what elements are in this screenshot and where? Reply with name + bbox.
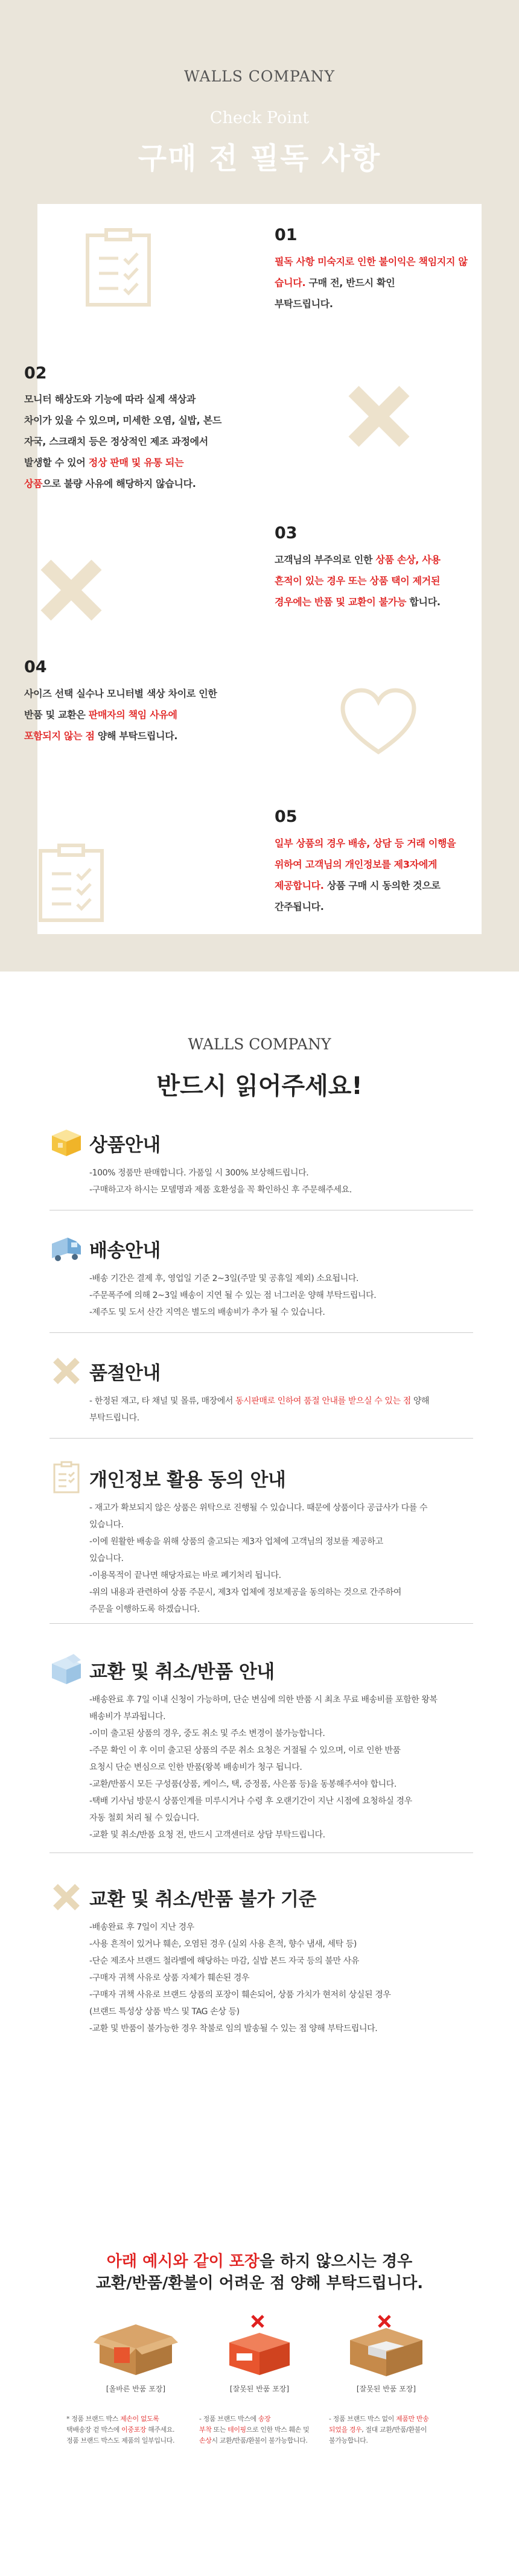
- check-point-card: [24, 204, 482, 934]
- info-line: 있습니다.: [89, 1554, 124, 1563]
- x-mark-icon: [345, 383, 413, 450]
- package-desc-2: - 정품 브랜드 박스에 송장 부착 또는 테이핑으로 인한 박스 훼손 및 손상시 교환/반품/환불이 불가능합니다.: [199, 2415, 310, 2444]
- info-line: (브랜드 특성상 상품 박스 및 TAG 손상 등): [89, 2007, 240, 2017]
- info-line: -위의 내용과 관련하여 상품 주문시, 제3자 업체에 정보제공을 동의하는 것으로 간주하여: [89, 1588, 402, 1597]
- x-icon: [49, 1353, 83, 1387]
- shipping-info-block: [49, 1228, 473, 1321]
- info-line: - 한정된 재고, 타 채널 및 몰류, 매장에서 동시판매로 인하여 품절 안내를 받으실 수 있는 점 양해: [89, 1396, 430, 1406]
- brand-name: WALLS COMPANY: [184, 68, 335, 85]
- clipboard-check-icon: [84, 228, 152, 307]
- info-line: 있습니다.: [89, 1520, 124, 1530]
- item-number-05: 05: [275, 807, 298, 826]
- brand-name-2: WALLS COMPANY: [188, 1035, 331, 1053]
- info-line: -구매자 귀책 사유로 상품 자체가 훼손된 경우: [89, 1973, 250, 1983]
- item-text-02: 모니터 해상도와 기능에 따라 실제 색상과 차이가 있을 수 있으며, 미세한 오염, 실밥, 본드 자국, 스크래치 등은 정상적인 제조 과정에서 발생할 수 있어 정상 판매 및 유통 되는 상품으로 불량 사유에 해당하지 않습니다.: [24, 393, 222, 489]
- info-line: -사용 흔적이 있거나 훼손, 오염된 경우 (실외 사용 흔적, 향수 냄새, 세탁 등): [89, 1939, 357, 1949]
- info-line: -교환/반품시 모든 구성품(상품, 케이스, 택, 증정품, 사은품 등)을 동봉해주셔야 합니다.: [89, 1779, 396, 1789]
- info-line: -배송완료 후 7일이 지난 경우: [89, 1922, 194, 1932]
- block-title: 교환 및 취소/반품 안내: [89, 1661, 275, 1683]
- info-line: -주문 확인 이 후 이미 출고된 상품의 주문 취소 요청은 거절될 수 있으며, 이로 인한 반품: [89, 1746, 401, 1755]
- block-title: 배송안내: [89, 1240, 161, 1262]
- info-line: -제주도 및 도서 산간 지역은 별도의 배송비가 추가 될 수 있습니다.: [89, 1308, 325, 1317]
- heart-icon: [339, 687, 418, 758]
- check-point-subtitle: Check Point: [209, 109, 310, 127]
- notice-title: 반드시 읽어주세요!: [156, 1072, 363, 1100]
- check-point-section: [0, 0, 519, 972]
- divider: [49, 1332, 473, 1333]
- notice-section: [0, 972, 519, 2576]
- info-line: 자동 철회 처리 될 수 있습니다.: [89, 1813, 199, 1823]
- info-line: 부탁드립니다.: [89, 1413, 139, 1423]
- info-line: -택배 기사님 방문시 상품인계를 미루시거나 수령 후 오랜기간이 지난 시점에 요청하실 경우: [89, 1796, 412, 1806]
- wrong-package-box-icon-2: [344, 2312, 428, 2379]
- truck-icon: [49, 1230, 83, 1264]
- divider: [49, 1438, 473, 1439]
- info-line: -교환 및 취소/반품 요청 전, 반드시 고객센터로 상담 부탁드립니다.: [89, 1830, 325, 1840]
- box-icon-2: [49, 1652, 83, 1685]
- divider: [49, 1623, 473, 1624]
- info-line: -100% 정품만 판매합니다. 가품일 시 300% 보상해드립니다.: [89, 1168, 309, 1178]
- info-line: -구매하고자 하시는 모델명과 제품 호환성을 꼭 확인하신 후 주문해주세요.: [89, 1185, 352, 1195]
- package-label-1: [올바른 반품 포장]: [106, 2385, 166, 2393]
- exchange-info-block: [49, 1649, 473, 1843]
- package-label-2: [잘못된 반품 포장]: [229, 2385, 290, 2393]
- package-desc-1: * 정품 브랜드 박스 제손이 없도록 택배송장 겉 박스에 이중포장 해주세요. 정품 브랜드 박스도 제품의 일부입니다.: [66, 2415, 175, 2444]
- info-line: 주문을 이행하도록 하겠습니다.: [89, 1604, 200, 1614]
- box-icon: [49, 1125, 83, 1159]
- item-text-04: 사이즈 선택 실수나 모니터별 색상 차이로 인한 반품 및 교환은 판매자의 책임 사유에 포함되지 않는 점 양해 부탁드립니다.: [24, 688, 217, 742]
- info-line: -이에 원활한 배송을 위해 상품의 출고되는 제3자 업체에 고객님의 정보를 제공하고: [89, 1537, 383, 1547]
- item-number-04: 04: [24, 658, 47, 676]
- block-title: 품절안내: [89, 1363, 161, 1384]
- x-mark-icon-2: [37, 556, 105, 624]
- item-number-03: 03: [275, 524, 298, 542]
- package-desc-3: - 정품 브랜드 박스 없이 제품만 반송 되었을 경우, 절대 교환/반품/환불이 불가능합니다.: [329, 2415, 429, 2444]
- item-text-01: 필독 사항 미숙지로 인한 불이익은 책임지지 않습니다. 구매 전, 반드시 확인 부탁드립니다.: [275, 256, 468, 310]
- wrong-package-box-icon: [217, 2312, 302, 2379]
- info-line: 요청시 단순 변심으로 인한 반품(왕복 배송비가 청구 됩니다.: [89, 1763, 302, 1772]
- info-line: -단순 제조사 브랜드 철라벨에 해당하는 마감, 실밥 본드 자국 등의 불만 사유: [89, 1956, 359, 1966]
- packaging-headline: 아래 예시와 같이 포장을 하지 않으시는 경우 교환/반품/환불이 어려운 점 양해 부탁드립니다.: [95, 2253, 424, 2292]
- info-line: - 재고가 확보되지 않은 상품은 위탁으로 진행될 수 있습니다. 때문에 상품이다 공급사가 다를 수: [89, 1503, 428, 1513]
- x-icon-2: [49, 1879, 83, 1913]
- block-title: 교환 및 취소/반품 불가 기준: [89, 1889, 316, 1910]
- block-title: 개인정보 활용 동의 안내: [89, 1469, 286, 1491]
- info-line: 배송비가 부과됩니다.: [89, 1712, 166, 1722]
- clipboard-check-icon-2: [37, 844, 105, 922]
- divider: [49, 1852, 473, 1853]
- package-label-3: [잘못된 반품 포장]: [356, 2385, 416, 2393]
- info-line: -구매자 귀책 사유로 브랜드 상품의 포장이 훼손되어, 상품 가치가 현저히 상실된 경우: [89, 1990, 391, 2000]
- info-line: -교환 및 반품이 불가능한 경우 착불로 임의 발송될 수 있는 점 양해 부탁드립니다.: [89, 2024, 378, 2034]
- item-number-02: 02: [24, 364, 47, 383]
- item-number-01: 01: [275, 226, 298, 244]
- item-text-05: 일부 상품의 경우 배송, 상담 등 거래 이행을 위하여 고객님의 개인정보를 제3자에게 제공합니다. 상품 구매 시 동의한 것으로 간주됩니다.: [275, 838, 456, 912]
- info-line: -이미 출고된 상품의 경우, 중도 취소 및 주소 변경이 불가능합니다.: [89, 1729, 325, 1738]
- check-point-title: 구매 전 필독 사항: [138, 141, 381, 176]
- info-line: -이용목적이 끝나면 해당자료는 바로 폐기처리 됩니다.: [89, 1571, 281, 1580]
- clipboard-icon: [49, 1460, 83, 1493]
- block-title: 상품안내: [89, 1134, 161, 1156]
- soldout-info-block: [49, 1350, 473, 1426]
- product-info-block: [49, 1122, 473, 1198]
- correct-package-box-icon: [94, 2312, 178, 2379]
- info-line: -배송 기간은 결제 후, 영업일 기준 2~3일(주말 및 공휴일 제외) 소요됩니다.: [89, 1274, 359, 1283]
- privacy-info-block: [49, 1457, 473, 1618]
- no-exchange-block: [49, 1877, 473, 2037]
- info-line: -배송완료 후 7일 이내 신청이 가능하며, 단순 변심에 의한 반품 시 최초 무료 배송비를 포함한 왕복: [89, 1695, 438, 1705]
- item-text-03: 고객님의 부주의로 인한 상품 손상, 사용 흔적이 있는 경우 또는 상품 택이 제거된 경우에는 반품 및 교환이 불가능 합니다.: [275, 554, 441, 608]
- info-line: -주문폭주에 의해 2~3일 배송이 지연 될 수 있는 점 너그러운 양해 부탁드립니다.: [89, 1291, 377, 1300]
